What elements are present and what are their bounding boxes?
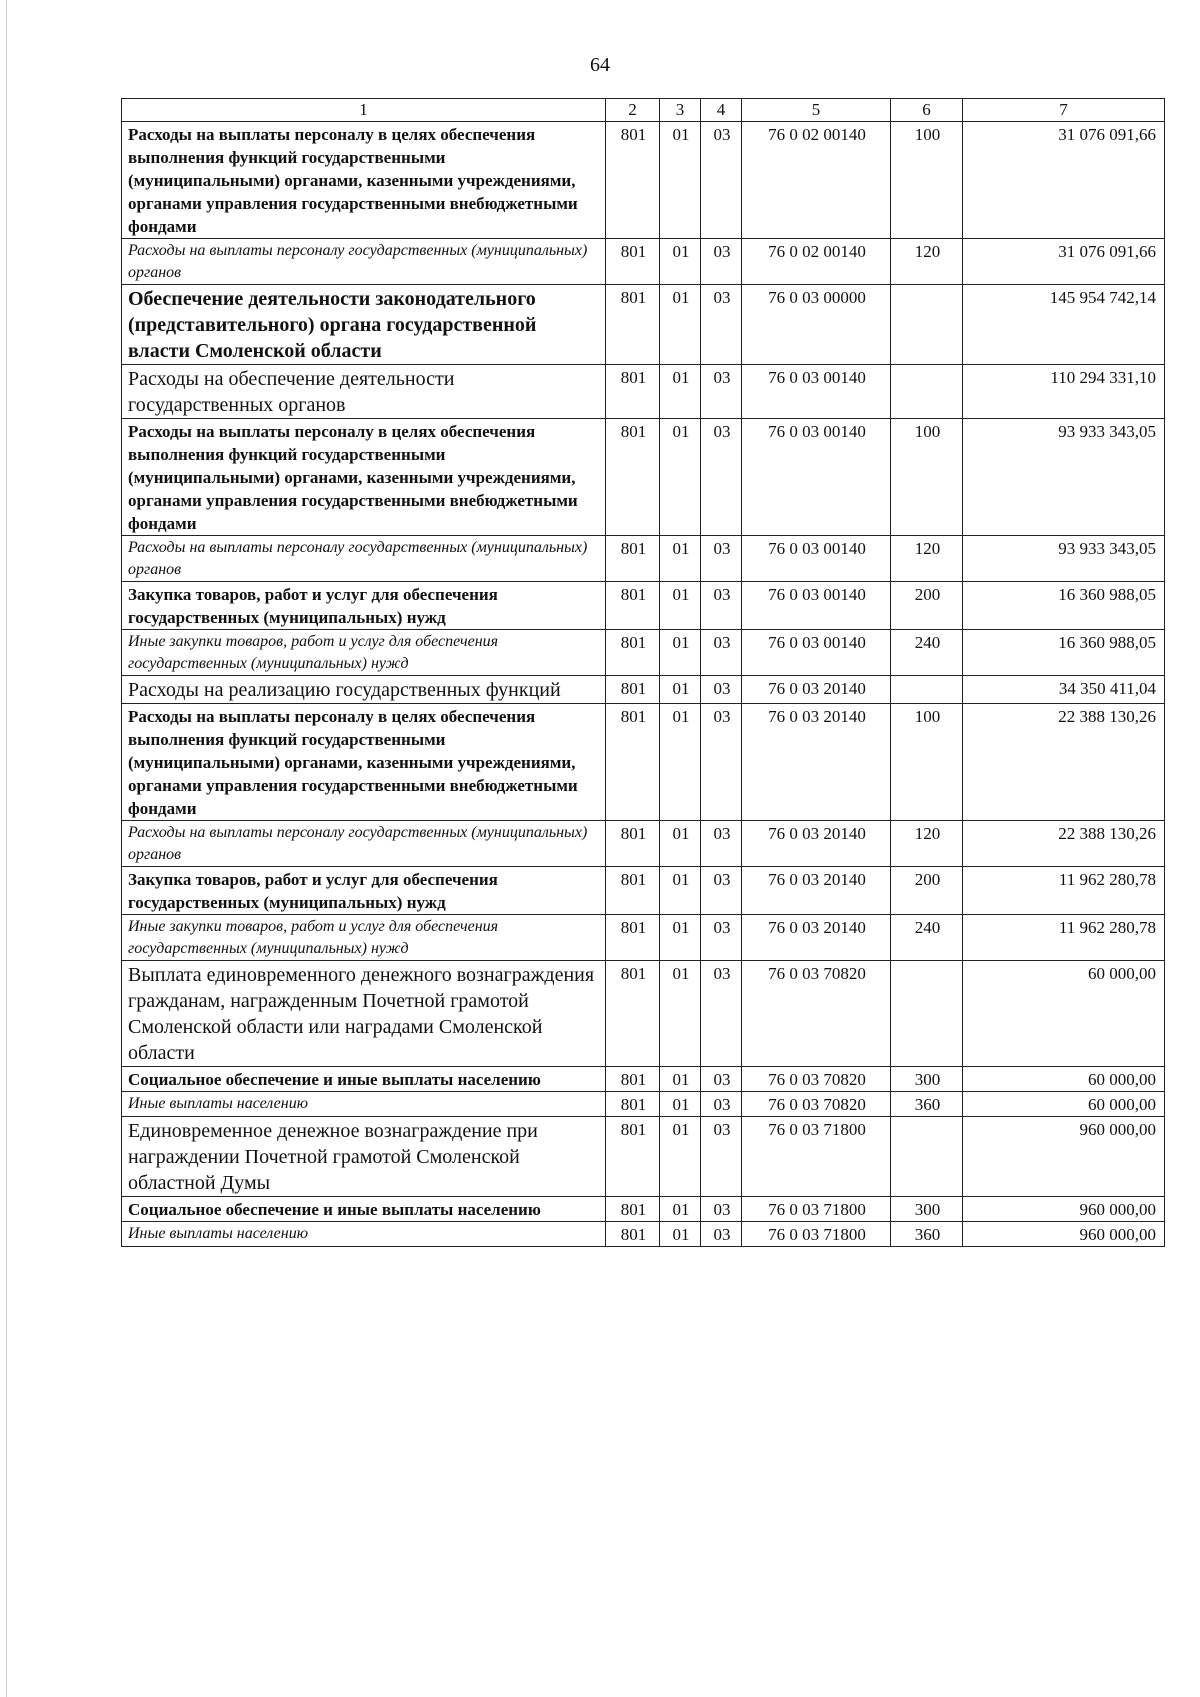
ministry-code-cell: 801 xyxy=(606,285,660,365)
ministry-code-cell: 801 xyxy=(606,1092,660,1117)
amount-cell: 16 360 988,05 xyxy=(963,630,1165,676)
header-cell: 2 xyxy=(606,99,660,122)
target-article-cell: 76 0 03 00140 xyxy=(742,630,891,676)
target-article-cell: 76 0 02 00140 xyxy=(742,122,891,239)
row-name-cell: Социальное обеспечение и иные выплаты населению xyxy=(122,1197,606,1222)
expense-type-cell: 300 xyxy=(891,1197,963,1222)
amount-cell: 60 000,00 xyxy=(963,1067,1165,1092)
section-code-cell: 01 xyxy=(660,821,701,867)
table-row xyxy=(122,582,1165,630)
ministry-code-cell: 801 xyxy=(606,122,660,239)
expense-type-cell xyxy=(891,365,963,419)
table-row xyxy=(122,122,1165,239)
table-row xyxy=(122,630,1165,676)
target-article-cell: 76 0 03 70820 xyxy=(742,1067,891,1092)
section-code-cell: 01 xyxy=(660,630,701,676)
amount-cell: 22 388 130,26 xyxy=(963,704,1165,821)
expense-type-cell: 100 xyxy=(891,122,963,239)
subsection-code-cell: 03 xyxy=(701,704,742,821)
table-row xyxy=(122,1092,1165,1117)
expense-type-cell: 120 xyxy=(891,536,963,582)
ministry-code-cell: 801 xyxy=(606,961,660,1067)
table-row xyxy=(122,536,1165,582)
row-name-cell: Закупка товаров, работ и услуг для обеспечения государственных (муниципальных) нужд xyxy=(122,867,606,915)
header-cell: 4 xyxy=(701,99,742,122)
subsection-code-cell: 03 xyxy=(701,1117,742,1197)
table-header-row xyxy=(122,99,1165,122)
header-cell: 1 xyxy=(122,99,606,122)
table-row xyxy=(122,1222,1165,1247)
target-article-cell: 76 0 03 71800 xyxy=(742,1197,891,1222)
section-code-cell: 01 xyxy=(660,365,701,419)
section-code-cell: 01 xyxy=(660,536,701,582)
header-cell: 7 xyxy=(963,99,1165,122)
amount-cell: 16 360 988,05 xyxy=(963,582,1165,630)
ministry-code-cell: 801 xyxy=(606,915,660,961)
target-article-cell: 76 0 03 00000 xyxy=(742,285,891,365)
section-code-cell: 01 xyxy=(660,1117,701,1197)
subsection-code-cell: 03 xyxy=(701,239,742,285)
expense-type-cell: 300 xyxy=(891,1067,963,1092)
ministry-code-cell: 801 xyxy=(606,1222,660,1247)
target-article-cell: 76 0 03 00140 xyxy=(742,419,891,536)
ministry-code-cell: 801 xyxy=(606,582,660,630)
expense-type-cell xyxy=(891,1117,963,1197)
amount-cell: 93 933 343,05 xyxy=(963,536,1165,582)
ministry-code-cell: 801 xyxy=(606,419,660,536)
target-article-cell: 76 0 03 00140 xyxy=(742,582,891,630)
target-article-cell: 76 0 03 00140 xyxy=(742,365,891,419)
ministry-code-cell: 801 xyxy=(606,1197,660,1222)
section-code-cell: 01 xyxy=(660,1067,701,1092)
row-name-cell: Расходы на выплаты персоналу в целях обеспечения выполнения функций государственными (муниципальными) органами, казенными учреждениями, органами управления государственными внебюджетными фондами xyxy=(122,122,606,239)
target-article-cell: 76 0 03 20140 xyxy=(742,704,891,821)
expense-type-cell: 240 xyxy=(891,630,963,676)
row-name-cell: Расходы на выплаты персоналу в целях обеспечения выполнения функций государственными (муниципальными) органами, казенными учреждениями, органами управления государственными внебюджетными фондами xyxy=(122,419,606,536)
section-code-cell: 01 xyxy=(660,419,701,536)
expense-type-cell: 360 xyxy=(891,1222,963,1247)
subsection-code-cell: 03 xyxy=(701,1222,742,1247)
table-row xyxy=(122,867,1165,915)
row-name-cell: Иные закупки товаров, работ и услуг для обеспечения государственных (муниципальных) нужд xyxy=(122,630,606,676)
table-row xyxy=(122,419,1165,536)
expense-type-cell: 100 xyxy=(891,419,963,536)
target-article-cell: 76 0 03 71800 xyxy=(742,1222,891,1247)
target-article-cell: 76 0 03 71800 xyxy=(742,1117,891,1197)
table-row xyxy=(122,821,1165,867)
page-number: 64 xyxy=(590,54,610,76)
row-name-cell: Расходы на выплаты персоналу государственных (муниципальных) органов xyxy=(122,821,606,867)
section-code-cell: 01 xyxy=(660,122,701,239)
ministry-code-cell: 801 xyxy=(606,676,660,704)
table-row xyxy=(122,1067,1165,1092)
row-name-cell: Выплата единовременного денежного вознаграждения гражданам, награжденным Почетной грамотой Смоленской области или наградами Смоленской области xyxy=(122,961,606,1067)
amount-cell: 960 000,00 xyxy=(963,1222,1165,1247)
section-code-cell: 01 xyxy=(660,239,701,285)
amount-cell: 93 933 343,05 xyxy=(963,419,1165,536)
row-name-cell: Иные выплаты населению xyxy=(122,1222,606,1247)
section-code-cell: 01 xyxy=(660,1092,701,1117)
amount-cell: 11 962 280,78 xyxy=(963,867,1165,915)
row-name-cell: Расходы на выплаты персоналу в целях обеспечения выполнения функций государственными (муниципальными) органами, казенными учреждениями, органами управления государственными внебюджетными фондами xyxy=(122,704,606,821)
expense-type-cell xyxy=(891,285,963,365)
row-name-cell: Социальное обеспечение и иные выплаты населению xyxy=(122,1067,606,1092)
subsection-code-cell: 03 xyxy=(701,821,742,867)
table-row xyxy=(122,704,1165,821)
table-row xyxy=(122,285,1165,365)
amount-cell: 31 076 091,66 xyxy=(963,239,1165,285)
ministry-code-cell: 801 xyxy=(606,867,660,915)
expense-type-cell: 200 xyxy=(891,582,963,630)
budget-table xyxy=(121,98,1165,1247)
target-article-cell: 76 0 03 20140 xyxy=(742,676,891,704)
subsection-code-cell: 03 xyxy=(701,582,742,630)
target-article-cell: 76 0 03 70820 xyxy=(742,961,891,1067)
subsection-code-cell: 03 xyxy=(701,961,742,1067)
ministry-code-cell: 801 xyxy=(606,630,660,676)
subsection-code-cell: 03 xyxy=(701,285,742,365)
section-code-cell: 01 xyxy=(660,915,701,961)
header-cell: 3 xyxy=(660,99,701,122)
amount-cell: 960 000,00 xyxy=(963,1197,1165,1222)
subsection-code-cell: 03 xyxy=(701,419,742,536)
amount-cell: 34 350 411,04 xyxy=(963,676,1165,704)
row-name-cell: Обеспечение деятельности законодательного (представительного) органа государственной власти Смоленской области xyxy=(122,285,606,365)
row-name-cell: Расходы на обеспечение деятельности государственных органов xyxy=(122,365,606,419)
ministry-code-cell: 801 xyxy=(606,821,660,867)
amount-cell: 145 954 742,14 xyxy=(963,285,1165,365)
expense-type-cell xyxy=(891,961,963,1067)
table-row xyxy=(122,1117,1165,1197)
target-article-cell: 76 0 02 00140 xyxy=(742,239,891,285)
expense-type-cell: 240 xyxy=(891,915,963,961)
amount-cell: 60 000,00 xyxy=(963,961,1165,1067)
ministry-code-cell: 801 xyxy=(606,239,660,285)
ministry-code-cell: 801 xyxy=(606,1067,660,1092)
expense-type-cell: 120 xyxy=(891,821,963,867)
amount-cell: 110 294 331,10 xyxy=(963,365,1165,419)
row-name-cell: Расходы на выплаты персоналу государственных (муниципальных) органов xyxy=(122,239,606,285)
target-article-cell: 76 0 03 20140 xyxy=(742,821,891,867)
subsection-code-cell: 03 xyxy=(701,1067,742,1092)
header-cell: 5 xyxy=(742,99,891,122)
amount-cell: 60 000,00 xyxy=(963,1092,1165,1117)
row-name-cell: Расходы на реализацию государственных функций xyxy=(122,676,606,704)
ministry-code-cell: 801 xyxy=(606,704,660,821)
target-article-cell: 76 0 03 70820 xyxy=(742,1092,891,1117)
subsection-code-cell: 03 xyxy=(701,365,742,419)
subsection-code-cell: 03 xyxy=(701,915,742,961)
target-article-cell: 76 0 03 00140 xyxy=(742,536,891,582)
expense-type-cell: 100 xyxy=(891,704,963,821)
subsection-code-cell: 03 xyxy=(701,630,742,676)
target-article-cell: 76 0 03 20140 xyxy=(742,867,891,915)
row-name-cell: Единовременное денежное вознаграждение при награждении Почетной грамотой Смоленской областной Думы xyxy=(122,1117,606,1197)
expense-type-cell xyxy=(891,676,963,704)
table-row xyxy=(122,1197,1165,1222)
row-name-cell: Иные закупки товаров, работ и услуг для обеспечения государственных (муниципальных) нужд xyxy=(122,915,606,961)
subsection-code-cell: 03 xyxy=(701,1197,742,1222)
ministry-code-cell: 801 xyxy=(606,365,660,419)
section-code-cell: 01 xyxy=(660,704,701,821)
table-row xyxy=(122,961,1165,1067)
table-row xyxy=(122,915,1165,961)
amount-cell: 22 388 130,26 xyxy=(963,821,1165,867)
section-code-cell: 01 xyxy=(660,676,701,704)
table-row xyxy=(122,676,1165,704)
expense-type-cell: 120 xyxy=(891,239,963,285)
row-name-cell: Закупка товаров, работ и услуг для обеспечения государственных (муниципальных) нужд xyxy=(122,582,606,630)
row-name-cell: Расходы на выплаты персоналу государственных (муниципальных) органов xyxy=(122,536,606,582)
amount-cell: 960 000,00 xyxy=(963,1117,1165,1197)
subsection-code-cell: 03 xyxy=(701,122,742,239)
section-code-cell: 01 xyxy=(660,1197,701,1222)
subsection-code-cell: 03 xyxy=(701,676,742,704)
expense-type-cell: 360 xyxy=(891,1092,963,1117)
ministry-code-cell: 801 xyxy=(606,536,660,582)
table-row xyxy=(122,239,1165,285)
section-code-cell: 01 xyxy=(660,285,701,365)
ministry-code-cell: 801 xyxy=(606,1117,660,1197)
expense-type-cell: 200 xyxy=(891,867,963,915)
amount-cell: 31 076 091,66 xyxy=(963,122,1165,239)
section-code-cell: 01 xyxy=(660,582,701,630)
amount-cell: 11 962 280,78 xyxy=(963,915,1165,961)
subsection-code-cell: 03 xyxy=(701,1092,742,1117)
subsection-code-cell: 03 xyxy=(701,536,742,582)
table-row xyxy=(122,365,1165,419)
section-code-cell: 01 xyxy=(660,1222,701,1247)
target-article-cell: 76 0 03 20140 xyxy=(742,915,891,961)
scan-margin-line xyxy=(6,0,7,1697)
section-code-cell: 01 xyxy=(660,961,701,1067)
section-code-cell: 01 xyxy=(660,867,701,915)
header-cell: 6 xyxy=(891,99,963,122)
subsection-code-cell: 03 xyxy=(701,867,742,915)
row-name-cell: Иные выплаты населению xyxy=(122,1092,606,1117)
